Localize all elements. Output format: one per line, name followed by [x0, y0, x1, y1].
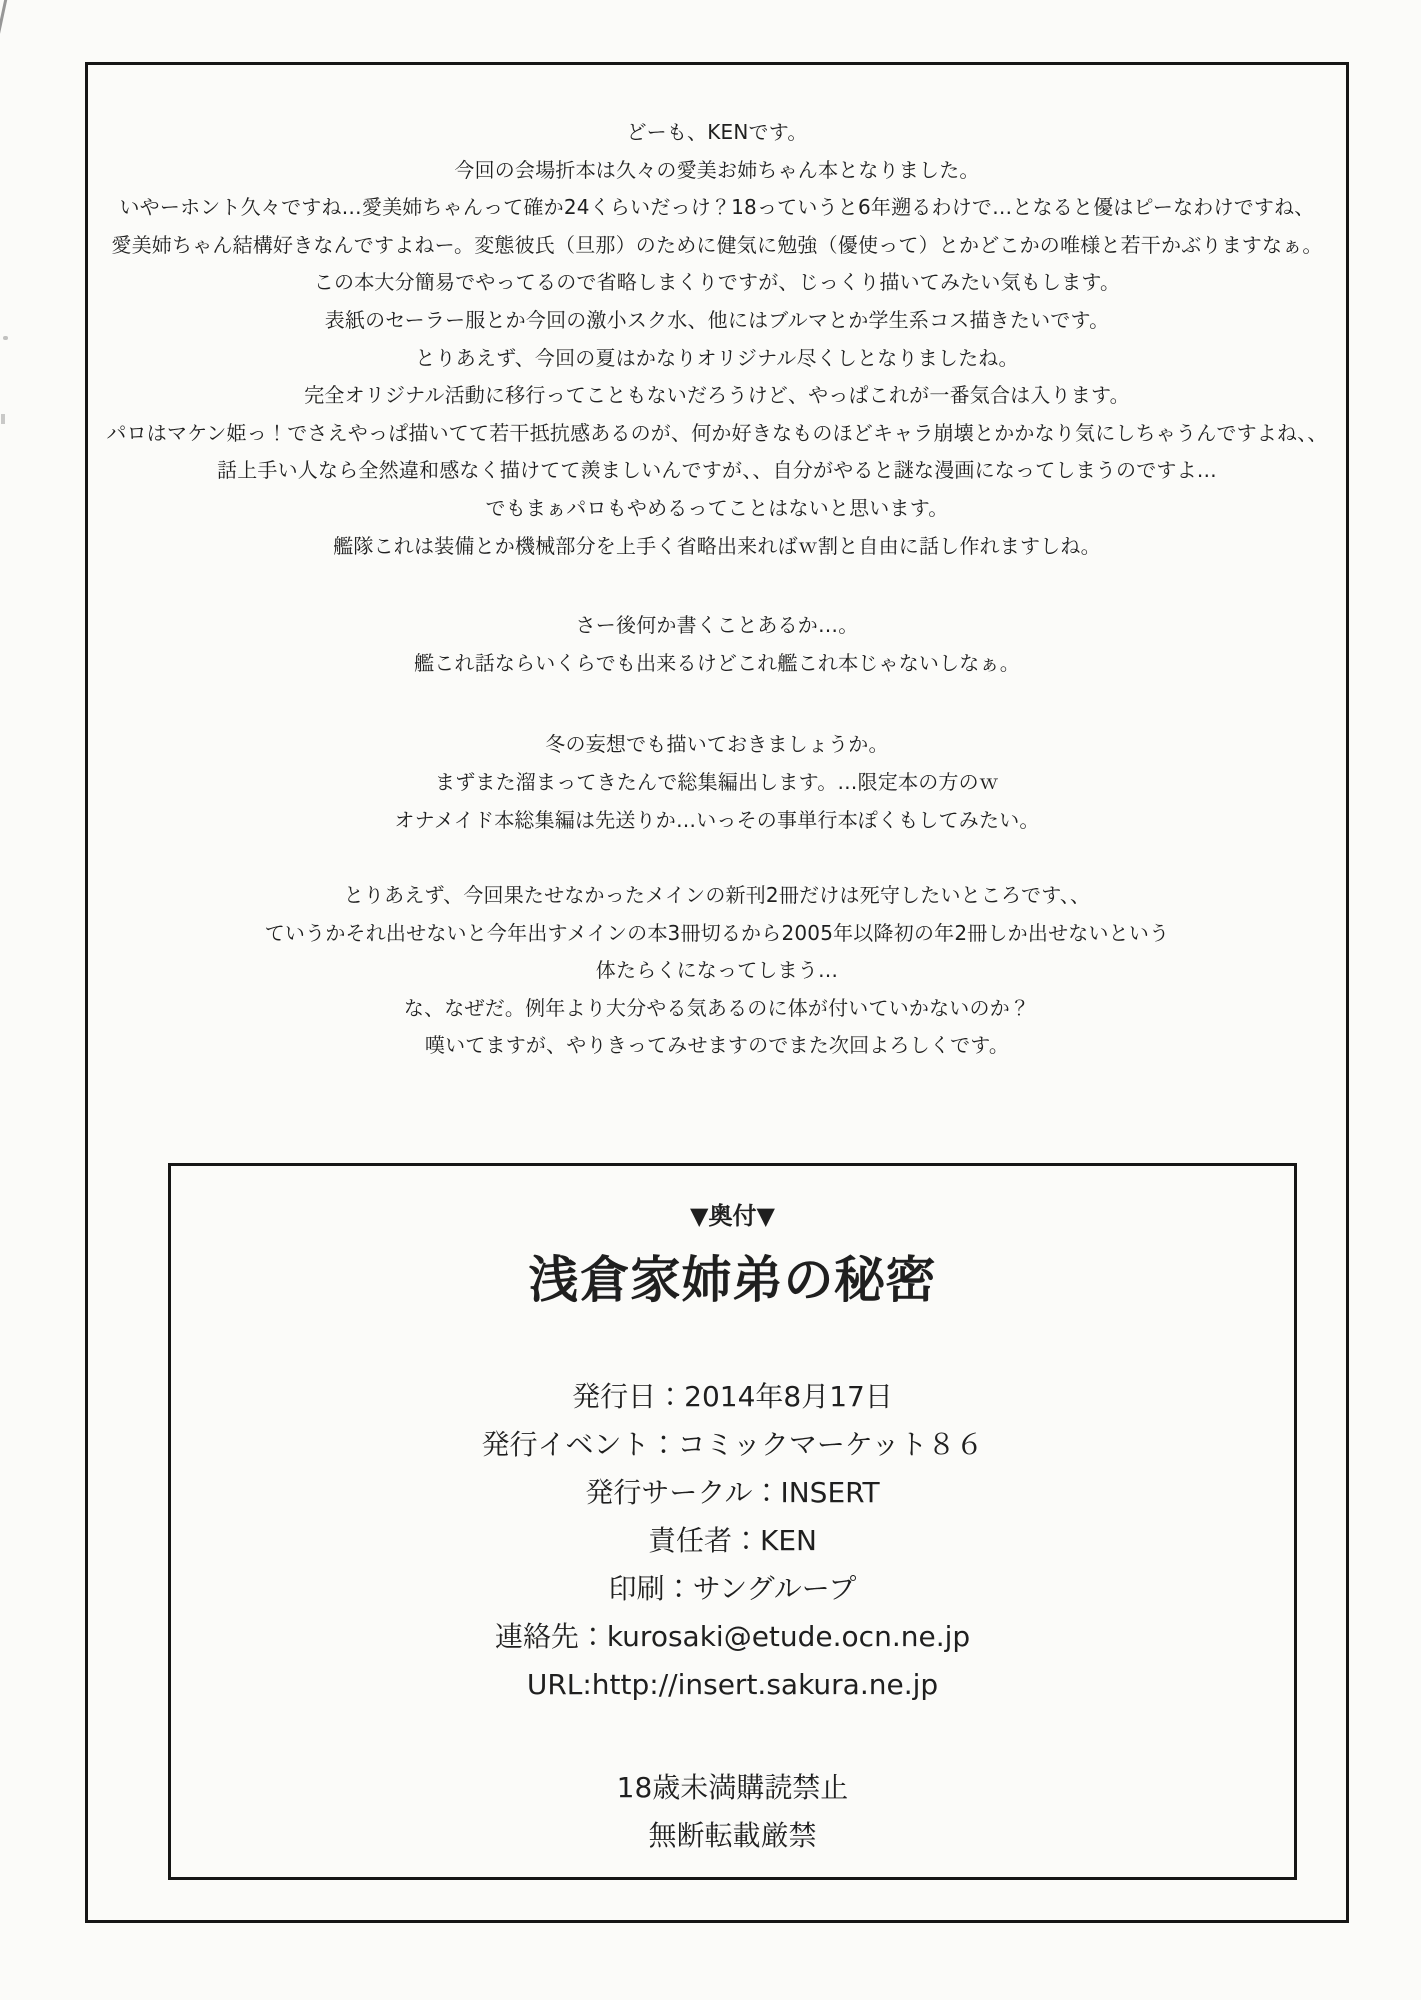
- afterword-line: オナメイド本総集編は先送りか…いっその事単行本ぽくもしてみたい。: [394, 807, 1040, 832]
- colophon-detail-event: 発行イベント：コミックマーケット８６: [481, 1428, 984, 1461]
- afterword-line: どーも、KENです。: [626, 120, 808, 144]
- paragraph-gap: [88, 565, 1346, 607]
- afterword-line: 表紙のセーラー服とか今回の激小スク水、他にはブルマとか学生系コス描きたいです。: [324, 307, 1110, 332]
- paragraph-gap: [88, 682, 1346, 726]
- afterword-line: まずまた溜まってきたんで総集編出します。…限定本の方のｗ: [435, 769, 999, 794]
- afterword-line: ていうかそれ出せないと今年出すメインの本3冊切るから2005年以降初の年2冊しか出せないという: [264, 920, 1170, 945]
- paragraph-gap: [88, 839, 1346, 877]
- colophon-notices: [171, 1764, 1294, 1860]
- afterword-line: 話上手い人なら全然違和感なく描けてて羨ましいんですが、、自分がやると謎な漫画になってしまうのですよ…: [217, 458, 1217, 483]
- colophon-box: [168, 1163, 1297, 1880]
- afterword-line: 愛美姉ちゃん結構好きなんですよねー。変態彼氏（旦那）のために健気に勉強（優使って）とかどこかの唯様と若干かぶりますなぁ。: [111, 232, 1323, 257]
- colophon-detail-printer: 印刷：サングループ: [608, 1572, 857, 1605]
- scan-artifact: [0, 0, 8, 64]
- afterword-line: とりあえず、今回の夏はかなりオリジナル尽くしとなりましたね。: [415, 345, 1019, 370]
- colophon-notice-age-restriction: 18歳未満購読禁止: [616, 1771, 849, 1804]
- afterword-line: 完全オリジナル活動に移行ってこともないだろうけど、やっぱこれが一番気合は入ります。: [304, 383, 1130, 408]
- colophon-detail-circle: 発行サークル：INSERT: [585, 1476, 880, 1509]
- afterword-paragraph: [88, 114, 1346, 565]
- afterword-line: 艦隊これは装備とか機械部分を上手く省略出来ればｗ割と自由に話し作れますしね。: [333, 533, 1101, 558]
- colophon-detail-responsible: 責任者：KEN: [648, 1524, 817, 1557]
- afterword-paragraph: [88, 726, 1346, 839]
- afterword-line: とりあえず、今回果たせなかったメインの新刊2冊だけは死守したいところです、、: [343, 883, 1091, 908]
- afterword-line: いやーホント久々ですね…愛美姉ちゃんって確か24くらいだっけ？18っていうと6年遡るわけで…となると優はピーなわけですね、: [119, 195, 1315, 220]
- afterword-line: な、なぜだ。例年より大分やる気あるのに体が付いていかないのか？: [403, 995, 1031, 1020]
- afterword-line: 冬の妄想でも描いておきましょうか。: [545, 732, 889, 757]
- colophon-details: [171, 1373, 1294, 1709]
- colophon-title: 浅倉家姉弟の秘密: [528, 1251, 937, 1309]
- scan-artifact: [1, 414, 5, 424]
- afterword-line: 今回の会場折本は久々の愛美お姉ちゃん本となりました。: [454, 157, 980, 182]
- afterword-paragraph: [88, 607, 1346, 682]
- scan-artifact: [3, 336, 8, 340]
- afterword-text: [88, 114, 1346, 1065]
- page-border: [85, 62, 1349, 1923]
- afterword-line: この本大分簡易でやってるので省略しまくりですが、じっくり描いてみたい気もします。: [313, 270, 1121, 295]
- afterword-line: 嘆いてますが、やりきってみせますのでまた次回よろしくです。: [424, 1033, 1010, 1058]
- colophon-notice-no-reprint: 無断転載厳禁: [648, 1819, 817, 1852]
- afterword-line: 艦これ話ならいくらでも出来るけどこれ艦これ本じゃないしなぁ。: [414, 650, 1020, 675]
- afterword-paragraph: [88, 877, 1346, 1065]
- colophon-detail-url: URL:http://insert.sakura.ne.jp: [526, 1668, 939, 1701]
- colophon-detail-contact-email: 連絡先：kurosaki@etude.ocn.ne.jp: [494, 1620, 971, 1653]
- colophon-section-mark: ▼奥付▼: [690, 1202, 775, 1230]
- afterword-line: でもまぁパロもやめるってことはないと思います。: [485, 495, 949, 520]
- colophon-detail-publish-date: 発行日：2014年8月17日: [572, 1380, 893, 1413]
- afterword-line: パロはマケン姫っ！でさえやっぱ描いてて若干抵抗感あるのが、何か好きなものほどキャラ崩壊とかかなり気にしちゃうんですよね、、: [106, 420, 1328, 445]
- afterword-line: 体たらくになってしまう…: [595, 958, 839, 983]
- afterword-line: さー後何か書くことあるか…。: [575, 613, 859, 638]
